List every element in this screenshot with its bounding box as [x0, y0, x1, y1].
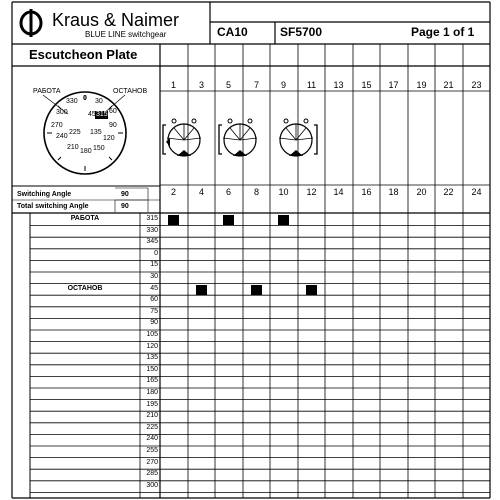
total-switching-angle-value: 90: [121, 203, 129, 210]
contact-number-top: 9: [280, 80, 286, 90]
contact-number-top: 23: [471, 80, 482, 90]
position-angle: 315: [146, 215, 158, 222]
table-row: [0, 388, 500, 400]
position-name: ОСТАНОВ: [67, 284, 103, 292]
table-row: [0, 400, 500, 412]
contact-number-top: 5: [225, 80, 231, 90]
table-row: [0, 423, 500, 435]
table-row: [0, 342, 500, 354]
contact-number-bottom: 12: [306, 187, 317, 197]
dial-label-left: РАБОТА: [33, 88, 61, 95]
contact-closed-marker: [223, 215, 234, 225]
position-angle: 135: [146, 354, 158, 362]
dial-mark: 225: [69, 129, 81, 136]
table-row: [0, 353, 500, 365]
position-angle: 300: [146, 481, 158, 489]
position-angle: 60: [150, 296, 158, 304]
dial-mark: 330: [66, 98, 78, 105]
table-row: [0, 376, 500, 388]
contact-number-top: 13: [333, 80, 344, 90]
contact-number-top: 15: [361, 80, 372, 90]
table-row: [0, 434, 500, 446]
position-angle: 345: [146, 238, 158, 246]
position-angle: 150: [146, 365, 158, 373]
table-row: [0, 226, 500, 238]
position-angle: 165: [146, 377, 158, 385]
contact-pair-icon: [219, 119, 257, 156]
dial-label-right: ОСТАНОВ: [113, 88, 148, 95]
contact-closed-marker: [251, 285, 262, 295]
table-row: [0, 318, 500, 330]
switching-angle-label: Switching Angle: [17, 191, 72, 198]
contact-closed-marker: [306, 285, 317, 295]
dial-mark: 60: [109, 108, 117, 115]
position-angle: 75: [150, 307, 158, 315]
position-angle: 330: [146, 226, 158, 234]
position-angle: 15: [150, 261, 158, 269]
contact-number-bottom: 20: [416, 187, 427, 197]
brand-logo-icon: [18, 8, 44, 38]
table-row: [0, 458, 500, 470]
contact-number-bottom: 8: [253, 187, 259, 197]
contact-number-top: 7: [253, 80, 259, 90]
position-angle: 0: [154, 249, 158, 257]
table-row: [0, 307, 500, 319]
table-row: [0, 330, 500, 342]
contact-number-top: 21: [443, 80, 454, 90]
contact-symbols: [160, 110, 330, 168]
page-indicator: Page 1 of 1: [411, 25, 475, 39]
table-row: [0, 481, 500, 493]
table-row: [0, 272, 500, 284]
dial-mark: 45: [88, 111, 96, 118]
dial-mark: 0: [83, 95, 87, 102]
contact-number-bottom: 16: [361, 187, 372, 197]
position-name: РАБОТА: [70, 215, 100, 222]
table-row: [0, 249, 500, 261]
header: [0, 0, 500, 44]
contact-number-bottom: 6: [225, 187, 231, 197]
dial-mark: 300: [56, 109, 68, 116]
table-row: [0, 295, 500, 307]
contact-closed-marker: [168, 215, 179, 225]
contact-closed-marker: [278, 215, 289, 225]
position-angle: 45: [150, 284, 158, 292]
contact-number-bottom: 2: [170, 187, 176, 197]
position-angle: 30: [150, 273, 158, 280]
position-angle: 180: [146, 389, 158, 396]
position-angle: 120: [146, 342, 158, 350]
brand-subtitle: BLUE LINE switchgear: [85, 30, 167, 39]
dial-mark: 135: [90, 129, 102, 136]
brand-name: Kraus & Naimer: [52, 10, 180, 30]
position-angle: 225: [146, 423, 158, 431]
position-angle: 285: [146, 470, 158, 478]
dial-mark: 90: [109, 122, 117, 129]
position-angle: 90: [150, 319, 158, 327]
table-row: [0, 411, 500, 423]
table-row: [0, 237, 500, 249]
table-row: [0, 446, 500, 458]
escutcheon-title: Escutcheon Plate: [29, 47, 138, 62]
dial-mark-highlighted: 315: [96, 111, 108, 118]
table-row: [0, 214, 500, 226]
position-angle: 195: [146, 400, 158, 408]
dial-mark: 180: [80, 148, 92, 155]
position-angle: 240: [146, 435, 158, 443]
dial-mark: 240: [56, 133, 68, 140]
contact-number-bottom: 4: [198, 187, 204, 197]
contact-number-bottom: 18: [388, 187, 399, 197]
contact-pair-icon: [163, 119, 201, 156]
position-angle: 210: [146, 412, 158, 420]
contact-number-bottom: 22: [443, 187, 454, 197]
contact-number-bottom: 10: [278, 187, 289, 197]
contact-number-bottom: 14: [333, 187, 344, 197]
contact-number-top: 1: [170, 80, 176, 90]
product-code: SF5700: [280, 25, 323, 39]
escutcheon-dial: [13, 80, 158, 184]
contact-closed-marker: [196, 285, 207, 295]
table-row: [0, 260, 500, 272]
table-row: [0, 284, 500, 296]
dial-mark: 30: [95, 98, 103, 105]
position-angle: 270: [146, 458, 158, 466]
position-angle: 105: [146, 331, 158, 338]
contact-number-top: 17: [388, 80, 399, 90]
dial-mark: 210: [67, 144, 79, 151]
contact-number-top: 3: [198, 80, 204, 90]
contact-number-bottom: 24: [471, 187, 482, 197]
dial-mark: 120: [103, 135, 115, 142]
table-row: [0, 469, 500, 481]
total-switching-angle-label: Total switching Angle: [17, 203, 89, 210]
dial-mark: 150: [93, 145, 105, 152]
dial-mark: 270: [51, 122, 63, 129]
position-angle: 255: [146, 447, 158, 454]
table-row: [0, 365, 500, 377]
contact-number-top: 11: [306, 80, 317, 90]
switching-angle-value: 90: [121, 191, 129, 198]
series-code: CA10: [217, 25, 248, 39]
contact-pair-icon: [279, 119, 317, 156]
contact-number-top: 19: [416, 80, 427, 90]
